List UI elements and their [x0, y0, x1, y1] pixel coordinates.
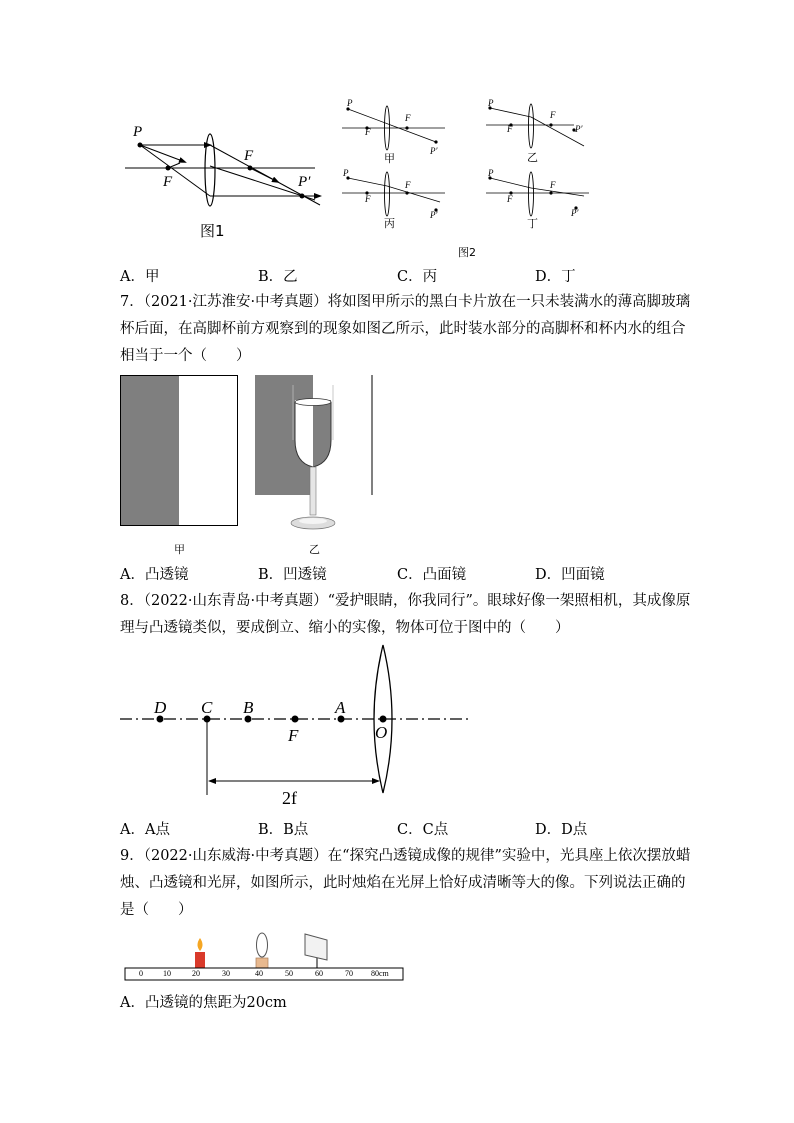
- bing-p2: P′: [430, 210, 438, 220]
- q7-option-b[interactable]: B．凹透镜: [258, 567, 327, 583]
- ruler-tick-30: 30: [222, 969, 230, 978]
- focus-right: [248, 166, 253, 171]
- jia-f1: F: [365, 127, 371, 137]
- bing-f1: F: [365, 194, 371, 204]
- goblet-figure-yi: [255, 375, 373, 535]
- q6-option-a[interactable]: A．甲: [120, 269, 160, 285]
- point-b-label: B: [243, 698, 254, 717]
- q7-fig-b-caption: 乙: [309, 543, 320, 556]
- ruler-tick-0: 0: [139, 969, 143, 978]
- ding-p2: P′: [571, 208, 579, 218]
- ruler-scale: [125, 968, 403, 980]
- q8-text-line1: 8．（2022·山东青岛·中考真题）“爱护眼睛，你我同行”。眼球好像一架照相机，其成像原: [120, 593, 691, 609]
- q7-option-a[interactable]: A．凸透镜: [120, 567, 189, 583]
- point-p-image: [300, 194, 305, 199]
- yi-f2: F: [550, 110, 556, 120]
- figure-2-panel-bing: [340, 168, 455, 230]
- q7-fig-a-caption: 甲: [174, 543, 185, 556]
- bing-f2: F: [405, 180, 411, 190]
- panel-name-bing: 丙: [384, 217, 395, 230]
- q8-text-line2: 理与凸透镜类似，要成倒立、缩小的实像，物体可位于图中的（ ）: [120, 620, 570, 636]
- yi-p: P: [488, 98, 494, 108]
- focus-left: [166, 166, 171, 171]
- q6-option-c[interactable]: C．丙: [397, 269, 438, 285]
- q9-text-line3: 是（ ）: [120, 902, 193, 918]
- q8-option-d[interactable]: D．D点: [535, 822, 588, 838]
- point-a-label: A: [335, 698, 346, 717]
- ding-f1: F: [507, 194, 513, 204]
- point-f-label: F: [288, 726, 299, 745]
- q7-option-d[interactable]: D．凹面镜: [535, 567, 605, 583]
- q6-option-d[interactable]: D．丁: [535, 269, 576, 285]
- point-o-label: O: [375, 723, 388, 742]
- fig2-caption: 图2: [458, 246, 476, 259]
- ruler-tick-20: 20: [192, 969, 200, 978]
- fig1-caption: 图1: [200, 222, 225, 240]
- fig1-label-p: P: [133, 124, 143, 140]
- q7-text-line2: 杯后面，在高脚杯前方观察到的现象如图乙所示，此时装水部分的高脚杯和杯内水的组合: [120, 321, 686, 337]
- fig1-label-f-right: F: [244, 148, 254, 164]
- q8-option-b[interactable]: B．B点: [258, 822, 309, 838]
- point-d-label: D: [154, 698, 167, 717]
- q9-text-line2: 烛、凸透镜和光屏，如图所示，此时烛焰在光屏上恰好成清晰等大的像。下列说法正确的: [120, 875, 686, 891]
- q8-option-c[interactable]: C．C点: [397, 822, 449, 838]
- jia-p: P: [347, 98, 353, 108]
- point-p: [138, 143, 143, 148]
- jia-p2: P′: [430, 146, 438, 156]
- two-f-label: 2f: [282, 788, 297, 808]
- ding-f2: F: [550, 180, 556, 190]
- ruler-tick-50: 50: [285, 969, 293, 978]
- ding-p: P: [488, 168, 494, 178]
- panel-name-ding: 丁: [527, 217, 538, 230]
- card-figure-jia: [120, 375, 238, 526]
- q8-option-a[interactable]: A．A点: [120, 822, 170, 838]
- figure-2-panel-ding: [484, 168, 599, 230]
- jia-f2: F: [405, 113, 411, 123]
- fig1-label-f-left: F: [163, 174, 173, 190]
- q6-option-b[interactable]: B．乙: [258, 269, 298, 285]
- yi-f1: F: [507, 124, 513, 134]
- q7-text-line1: 7．（2021·江苏淮安·中考真题）将如图甲所示的黑白卡片放在一只未装满水的薄高脚玻璃: [120, 294, 691, 310]
- q9-text-line1: 9．（2022·山东威海·中考真题）在“探究凸透镜成像的规律”实验中，光具座上依次摆放蜡: [120, 848, 691, 864]
- q9-option-a[interactable]: A．凸透镜的焦距为20cm: [120, 995, 287, 1011]
- bing-p: P: [343, 168, 349, 178]
- panel-name-jia: 甲: [384, 152, 395, 165]
- fig1-label-p-image: P′: [298, 174, 311, 190]
- q7-text-line3: 相当于一个（ ）: [120, 348, 251, 364]
- panel-name-yi: 乙: [527, 151, 538, 164]
- card-dark-half: [121, 376, 179, 525]
- figure-2-panel-jia: [340, 98, 455, 160]
- ruler-tick-60: 60: [315, 969, 323, 978]
- point-c-label: C: [201, 698, 213, 717]
- q7-option-c[interactable]: C．凸面镜: [397, 567, 467, 583]
- ruler-tick-10: 10: [163, 969, 171, 978]
- ruler-tick-70: 70: [345, 969, 353, 978]
- ruler-tick-40: 40: [255, 969, 263, 978]
- ruler-tick-80: 80cm: [371, 969, 389, 978]
- q8-lens-diagram: [115, 640, 475, 800]
- yi-p2: P′: [575, 124, 583, 134]
